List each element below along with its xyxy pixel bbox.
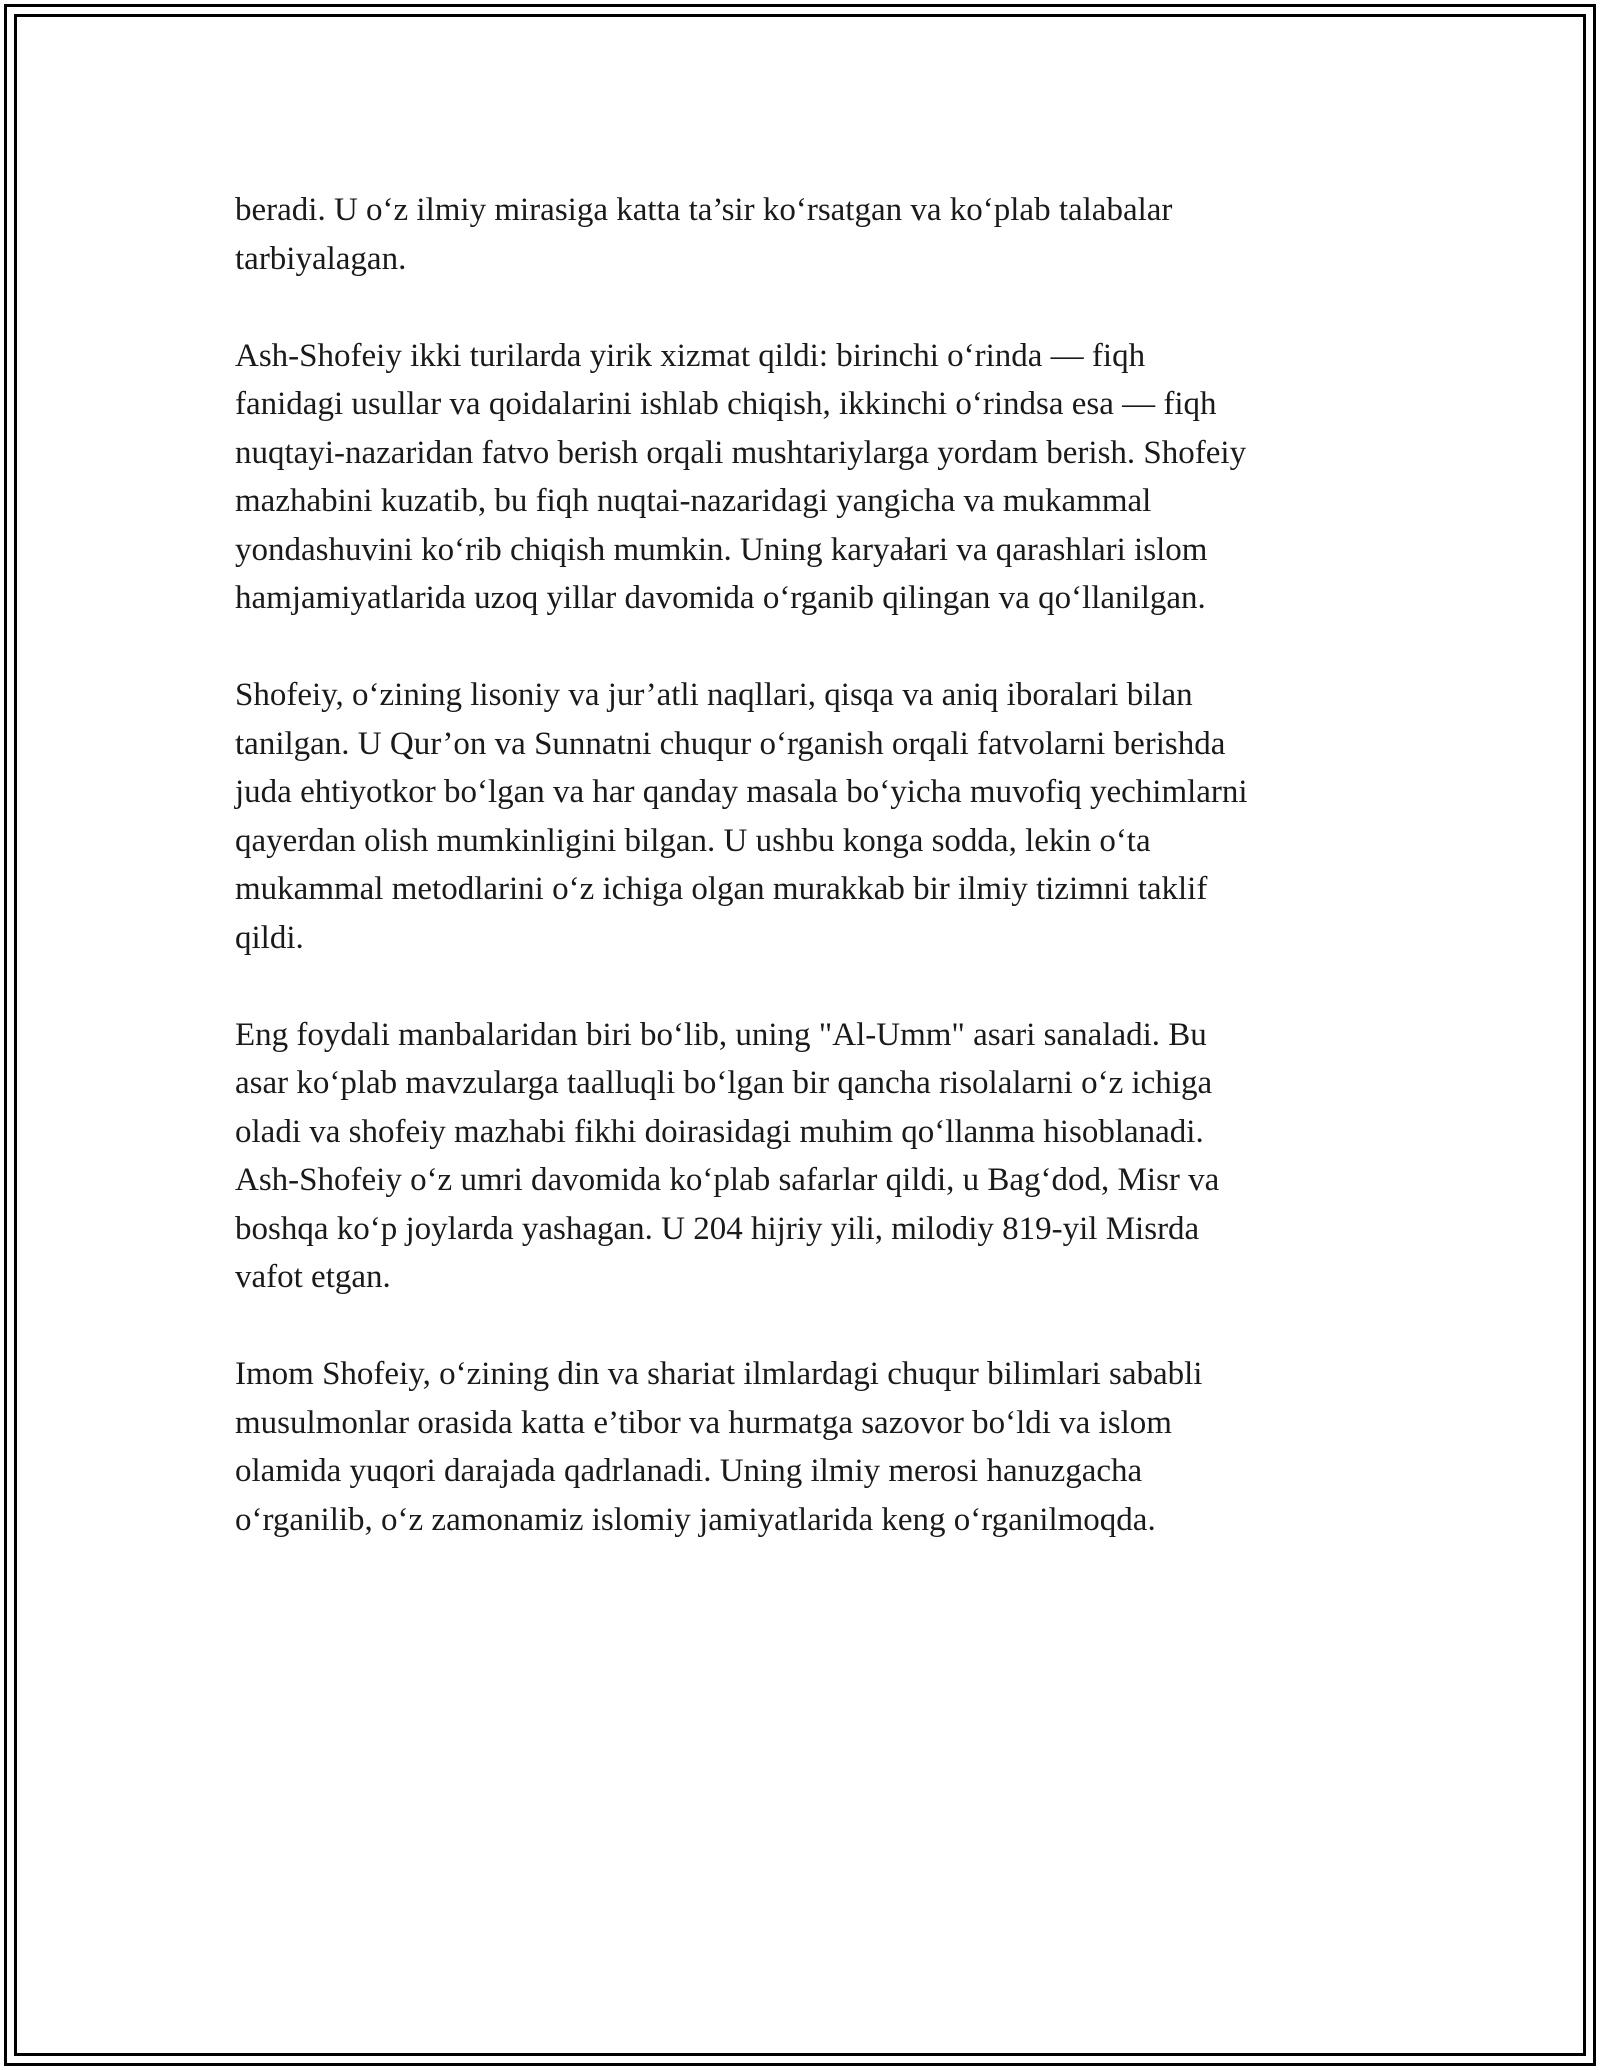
paragraph-3: [235, 671, 1375, 962]
text-line: hamjamiyatlarida uzoq yillar davomida o‘rganib qilingan va qo‘llanilgan.: [235, 580, 1206, 616]
text-line: olamida yuqori darajada qadrlanadi. Uning ilmiy merosi hanuzgacha: [235, 1453, 1143, 1489]
text-line: qildi.: [235, 919, 304, 956]
text-line: Eng foydali manbalaridan biri bo‘lib, uning "Al-Umm" asari sanaladi. Bu: [235, 1016, 1207, 1053]
paragraph-spacer: [235, 962, 1375, 1011]
text-line: o‘rganilib, o‘z zamonamiz islomiy jamiyatlarida keng o‘rganilmoqda.: [235, 1501, 1156, 1538]
text-line: mukammal metodlarini o‘z ichiga olgan murakkab bir ilmiy tizimni taklif: [235, 871, 1208, 907]
text-line: Imom Shofeiy, o‘zining din va shariat ilmlardagi chuqur bilimlari sababli: [235, 1356, 1203, 1392]
text-line: juda ehtiyotkor bo‘lgan va har qanday masala bo‘yicha muvofiq yechimlarni: [235, 774, 1248, 810]
paragraph-spacer: [235, 623, 1375, 672]
text-line: Ash-Shofeiy ikki turilarda yirik xizmat qildi: birinchi o‘rinda — fiqh: [235, 337, 1146, 374]
text-line: yondashuvini ko‘rib chiqish mumkin. Uning karyałari va qarashlari islom: [235, 531, 1208, 568]
paragraph-spacer: [235, 1302, 1375, 1351]
text-line: oladi va shofeiy mazhabi fikhi doirasidagi muhim qo‘llanma hisoblanadi.: [235, 1113, 1204, 1150]
paragraph-1: [235, 186, 1375, 283]
text-line: asar ko‘plab mavzularga taalluqli bo‘lgan bir qancha risolalarni o‘z ichiga: [235, 1065, 1213, 1101]
text-line: boshqa ko‘p joylarda yashagan. U 204 hijriy yili, milodiy 819-yil Misrda: [235, 1210, 1200, 1247]
text-line: qayerdan olish mumkinligini bilgan. U ushbu konga sodda, lekin o‘ta: [235, 822, 1151, 859]
text-line: tarbiyalagan.: [235, 240, 407, 277]
paragraph-4: [235, 1011, 1375, 1302]
document-body: [235, 186, 1375, 1544]
paragraph-spacer: [235, 283, 1375, 332]
paragraph-2: [235, 332, 1375, 623]
text-line: vafot etgan.: [235, 1259, 391, 1295]
paragraph-5: [235, 1350, 1375, 1544]
text-line: musulmonlar orasida katta e’tibor va hurmatga sazovor bo‘ldi va islom: [235, 1404, 1172, 1441]
text-line: Shofeiy, o‘zining lisoniy va jur’atli naqllari, qisqa va aniq iboralari bilan: [235, 677, 1193, 713]
text-line: nuqtayi-nazaridan fatvo berish orqali mushtariylarga yordam berish. Shofeiy: [235, 434, 1247, 471]
text-line: mazhabini kuzatib, bu fiqh nuqtai-nazaridagi yangicha va mukammal: [235, 483, 1152, 519]
text-line: tanilgan. U Qur’on va Sunnatni chuqur o‘rganish orqali fatvolarni berishda: [235, 725, 1226, 762]
text-line: beradi. U o‘z ilmiy mirasiga katta ta’sir ko‘rsatgan va ko‘plab talabalar: [235, 192, 1173, 228]
text-line: fanidagi usullar va qoidalarini ishlab chiqish, ikkinchi o‘rindsa esa — fiqh: [235, 386, 1217, 422]
text-line: Ash-Shofeiy o‘z umri davomida ko‘plab safarlar qildi, u Bag‘dod, Misr va: [235, 1162, 1220, 1198]
